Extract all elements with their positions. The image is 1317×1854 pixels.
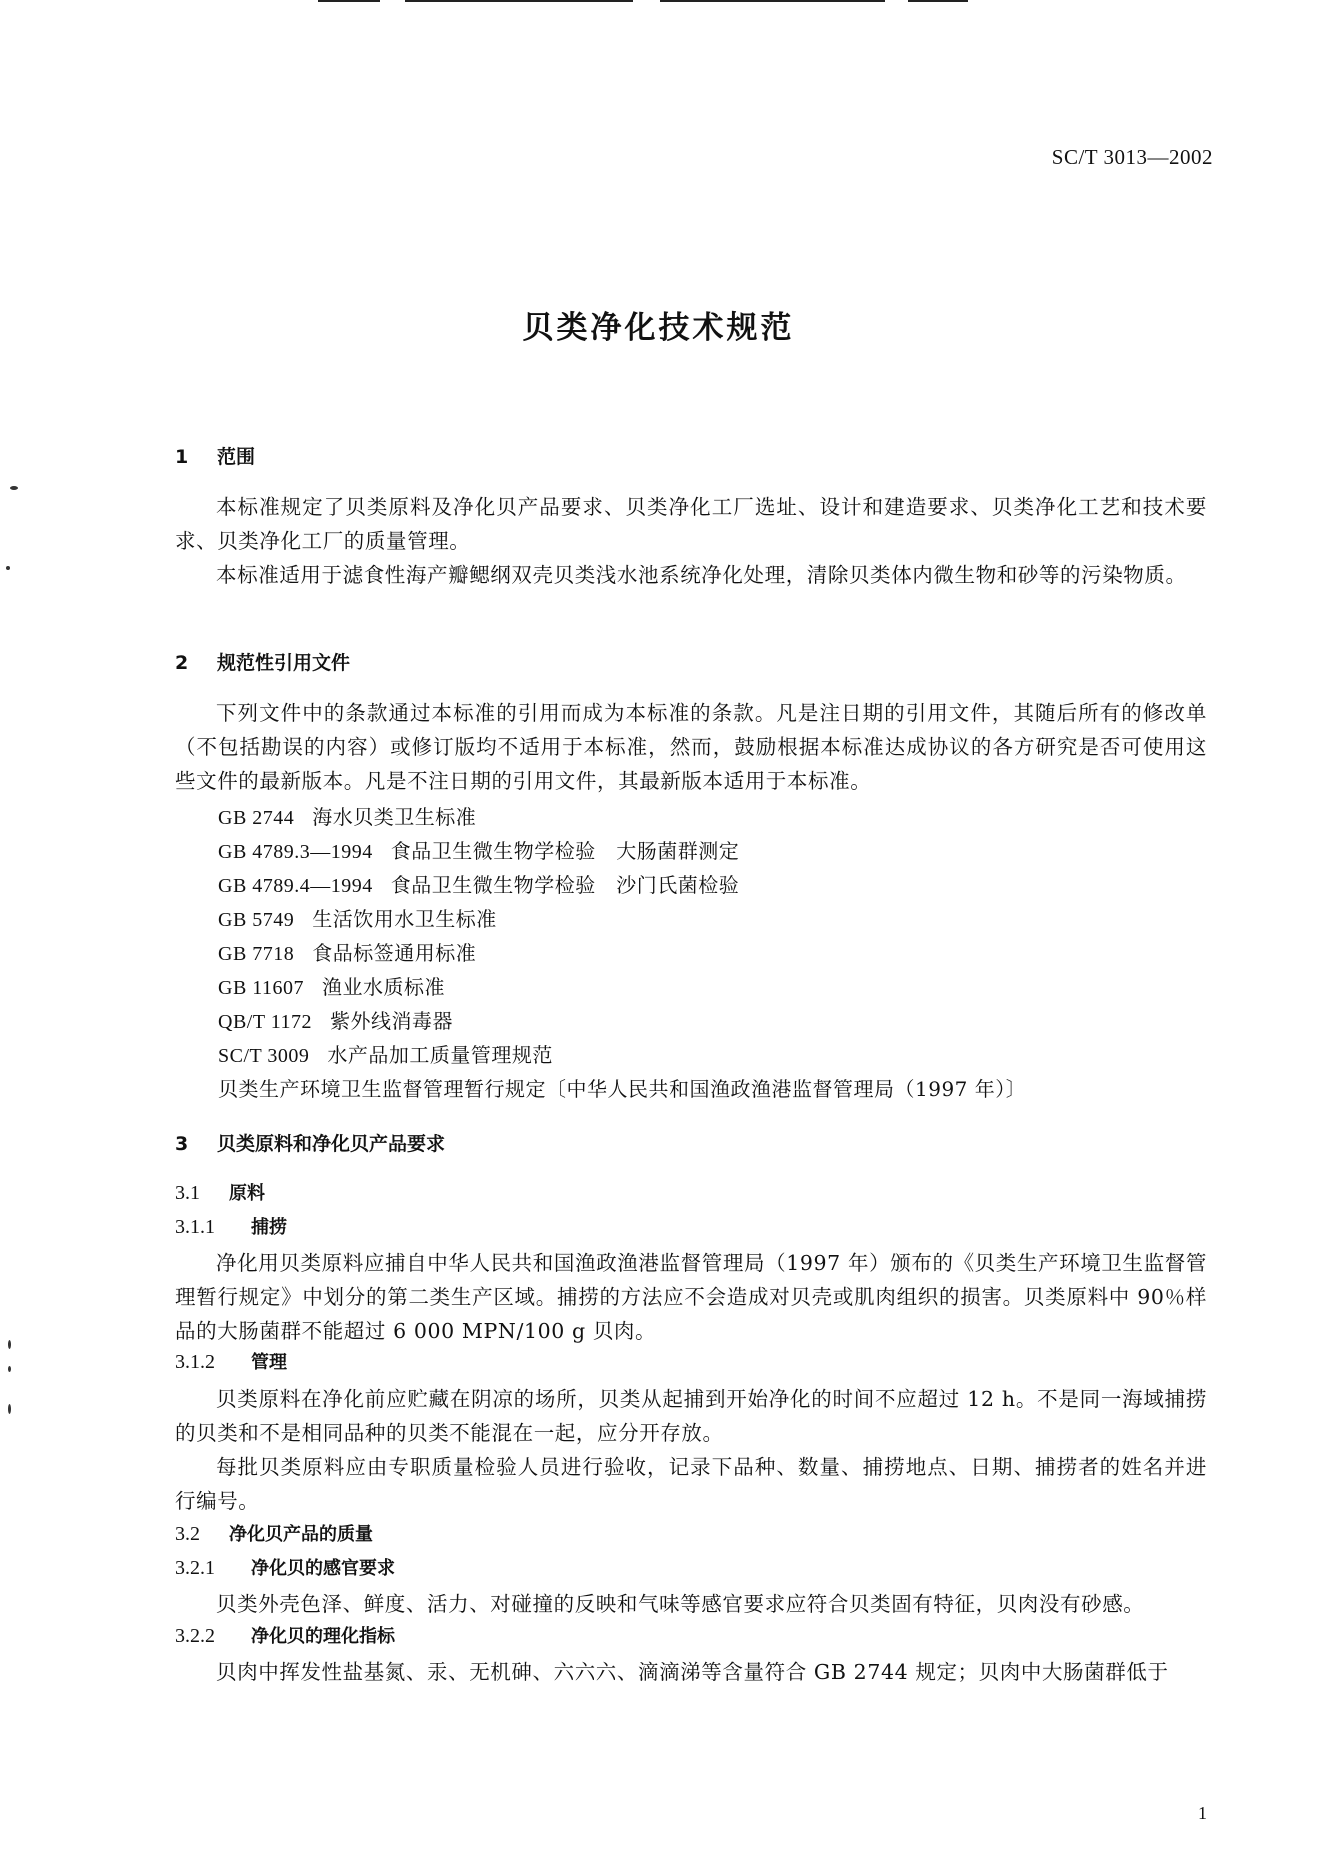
- standard-number: SC/T 3013—2002: [1051, 145, 1213, 169]
- scan-speck: [8, 1340, 11, 1349]
- section-2-heading: [175, 648, 350, 675]
- reference-code: GB 4789.4—1994: [218, 875, 373, 897]
- reference-title: 食品卫生微生物学检验 沙门氏菌检验: [390, 873, 740, 897]
- reference-code: GB 2744: [218, 807, 295, 829]
- subsection-3-1-2-paragraph-2: 每批贝类原料应由专职质量检验人员进行验收，记录下品种、数量、捕捞地点、日期、捕捞者的姓名并进行编号。: [175, 1455, 1207, 1513]
- subsection-number: 3.2.1: [175, 1557, 215, 1579]
- reference-item: [218, 1005, 453, 1034]
- section-2-paragraph-1: 下列文件中的条款通过本标准的引用而成为本标准的条款。凡是注日期的引用文件，其随后所有的修改单（不包括勘误的内容）或修订版均不适用于本标准，然而，鼓励根据本标准达成协议的各方研究是否可使用这些文件的最新版本。凡是不注日期的引用文件，其最新版本适用于本标准。: [175, 701, 1207, 793]
- reference-code: GB 7718: [218, 943, 295, 965]
- subsection-number: 3.2: [175, 1523, 200, 1545]
- subsection-title: 净化贝产品的质量: [229, 1524, 373, 1545]
- reference-item: [218, 835, 739, 864]
- scan-speck: [8, 1404, 11, 1414]
- subsection-3-1-1-paragraph: 净化用贝类原料应捕自中华人民共和国渔政渔港监督管理局（1997 年）颁布的《贝类生产环境卫生监督管理暂行规定》中划分的第二类生产区域。捕捞的方法应不会造成对贝壳或肌肉组织的损害。贝类原料中 90％样品的大肠菌群不能超过 6 000 MPN/100 g 贝肉。: [175, 1251, 1207, 1343]
- reference-code: SC/T 3009: [218, 1045, 310, 1067]
- top-border-line: [405, 0, 633, 2]
- section-1-heading: [175, 442, 255, 469]
- subsection-number: 3.1: [175, 1182, 200, 1204]
- reference-code: GB 5749: [218, 909, 295, 931]
- reference-title: 海水贝类卫生标准: [312, 805, 477, 829]
- subsection-3-2-2-heading: [175, 1622, 395, 1648]
- reference-item: [218, 903, 497, 932]
- reference-item: [218, 801, 476, 830]
- document-title: 贝类净化技术规范: [522, 310, 795, 346]
- reference-item: [218, 971, 445, 1000]
- reference-title: 水产品加工质量管理规范: [327, 1043, 553, 1067]
- subsection-3-2-heading: [175, 1520, 373, 1546]
- section-title: 规范性引用文件: [217, 652, 351, 674]
- reference-item: [218, 937, 476, 966]
- subsection-3-2-1-paragraph: 贝类外壳色泽、鲜度、活力、对碰撞的反映和气味等感官要求应符合贝类固有特征，贝肉没有砂感。: [216, 1592, 1145, 1616]
- section-number: 3: [175, 1133, 189, 1155]
- section-number: 1: [175, 446, 189, 468]
- scan-speck: [6, 566, 10, 570]
- top-border-line: [660, 0, 885, 2]
- section-title: 贝类原料和净化贝产品要求: [217, 1133, 446, 1155]
- subsection-3-1-2-paragraph-1: 贝类原料在净化前应贮藏在阴凉的场所，贝类从起捕到开始净化的时间不应超过 12 h。不是同一海域捕捞的贝类和不是相同品种的贝类不能混在一起，应分开存放。: [175, 1387, 1207, 1445]
- subsection-3-1-1-heading: [175, 1213, 287, 1239]
- subsection-3-2-1-heading: [175, 1554, 395, 1580]
- reference-title: 食品卫生微生物学检验 大肠菌群测定: [390, 839, 740, 863]
- page-number: 1: [1198, 1803, 1207, 1823]
- scan-speck: [10, 486, 18, 490]
- subsection-3-2-2-paragraph: 贝肉中挥发性盐基氮、汞、无机砷、六六六、滴滴涕等含量符合 GB 2744 规定；贝肉中大肠菌群低于: [216, 1660, 1169, 1684]
- subsection-3-1-heading: [175, 1179, 265, 1205]
- section-number: 2: [175, 652, 189, 674]
- section-title: 范围: [217, 446, 256, 468]
- subsection-number: 3.2.2: [175, 1625, 215, 1647]
- subsection-title: 净化贝的理化指标: [251, 1626, 395, 1647]
- subsection-title: 捕捞: [251, 1217, 287, 1238]
- reference-code: QB/T 1172: [218, 1011, 312, 1033]
- subsection-number: 3.1.1: [175, 1216, 215, 1238]
- section-3-heading: [175, 1129, 445, 1156]
- reference-code: GB 4789.3—1994: [218, 841, 373, 863]
- reference-title: 生活饮用水卫生标准: [312, 907, 497, 931]
- reference-title: 食品标签通用标准: [312, 941, 477, 965]
- reference-item: [218, 1039, 553, 1068]
- subsection-title: 管理: [251, 1352, 287, 1373]
- subsection-title: 原料: [229, 1183, 265, 1204]
- section-1-paragraph-2: 本标准适用于滤食性海产瓣鳃纲双壳贝类浅水池系统净化处理，清除贝类体内微生物和砂等的污染物质。: [216, 563, 1187, 587]
- reference-title: 渔业水质标准: [322, 975, 446, 999]
- reference-item: [218, 869, 739, 898]
- reference-title: 紫外线消毒器: [329, 1009, 453, 1033]
- reference-item: 贝类生产环境卫生监督管理暂行规定〔中华人民共和国渔政渔港监督管理局（1997 年）〕: [218, 1077, 1027, 1101]
- scan-speck: [8, 1366, 11, 1372]
- subsection-number: 3.1.2: [175, 1351, 215, 1373]
- top-border-line: [318, 0, 380, 2]
- subsection-title: 净化贝的感官要求: [251, 1558, 395, 1579]
- reference-code: GB 11607: [218, 977, 305, 999]
- subsection-3-1-2-heading: [175, 1348, 287, 1374]
- section-1-paragraph-1: 本标准规定了贝类原料及净化贝产品要求、贝类净化工厂选址、设计和建造要求、贝类净化工艺和技术要求、贝类净化工厂的质量管理。: [175, 495, 1207, 553]
- top-border-line: [908, 0, 968, 2]
